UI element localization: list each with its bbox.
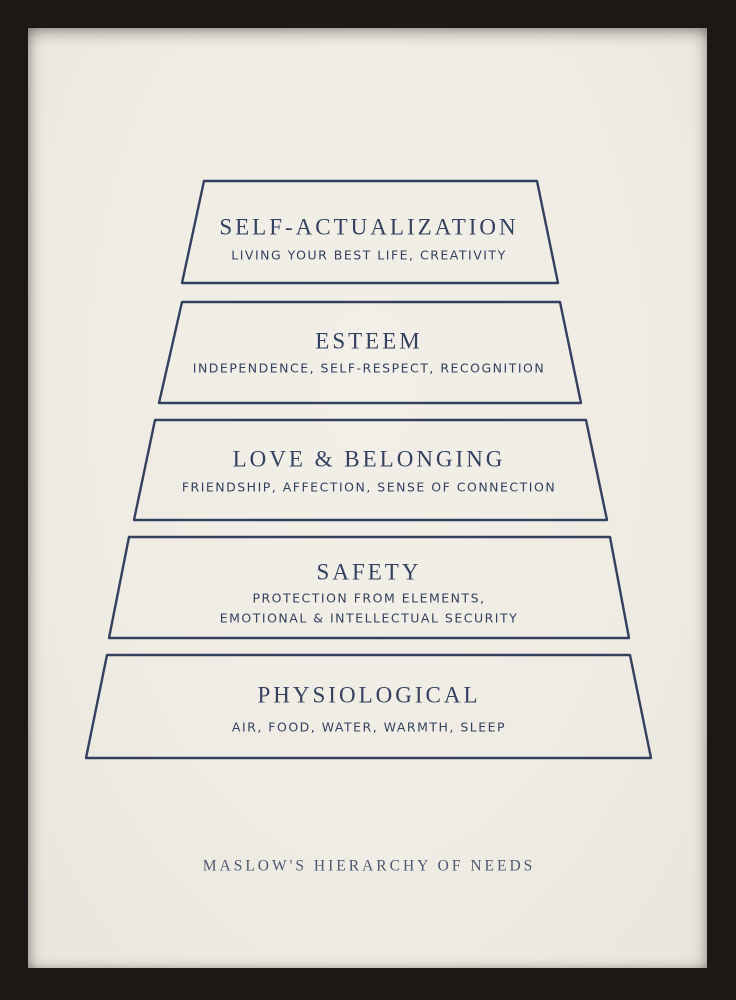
tier-title-physiological: PHYSIOLOGICAL <box>257 682 481 708</box>
tier-subtitle-self-actualization: LIVING YOUR BEST LIFE, CREATIVITY <box>231 247 507 263</box>
tier-esteem <box>159 302 581 403</box>
tier-title-esteem: ESTEEM <box>315 328 423 354</box>
tier-love-belonging <box>134 420 607 520</box>
tier-subtitle-safety-line1: PROTECTION FROM ELEMENTS, <box>252 590 486 606</box>
tier-subtitle-safety-line2: EMOTIONAL & INTELLECTUAL SECURITY <box>219 610 519 626</box>
tier-subtitle-physiological: AIR, FOOD, WATER, WARMTH, SLEEP <box>231 719 507 735</box>
tier-subtitle-esteem: INDEPENDENCE, SELF-RESPECT, RECOGNITION <box>192 360 546 376</box>
tier-physiological <box>86 655 651 758</box>
tier-subtitle-love-belonging: FRIENDSHIP, AFFECTION, SENSE OF CONNECTION <box>181 479 557 495</box>
pyramid-diagram <box>28 28 707 968</box>
poster <box>28 28 707 968</box>
tier-safety <box>109 537 629 638</box>
tier-self-actualization <box>182 181 558 283</box>
tier-title-love-belonging: LOVE & BELONGING <box>232 446 506 472</box>
tier-title-self-actualization: SELF-ACTUALIZATION <box>219 214 519 240</box>
tier-title-safety: SAFETY <box>316 559 422 585</box>
poster-caption: MASLOW'S HIERARCHY OF NEEDS <box>202 857 536 875</box>
